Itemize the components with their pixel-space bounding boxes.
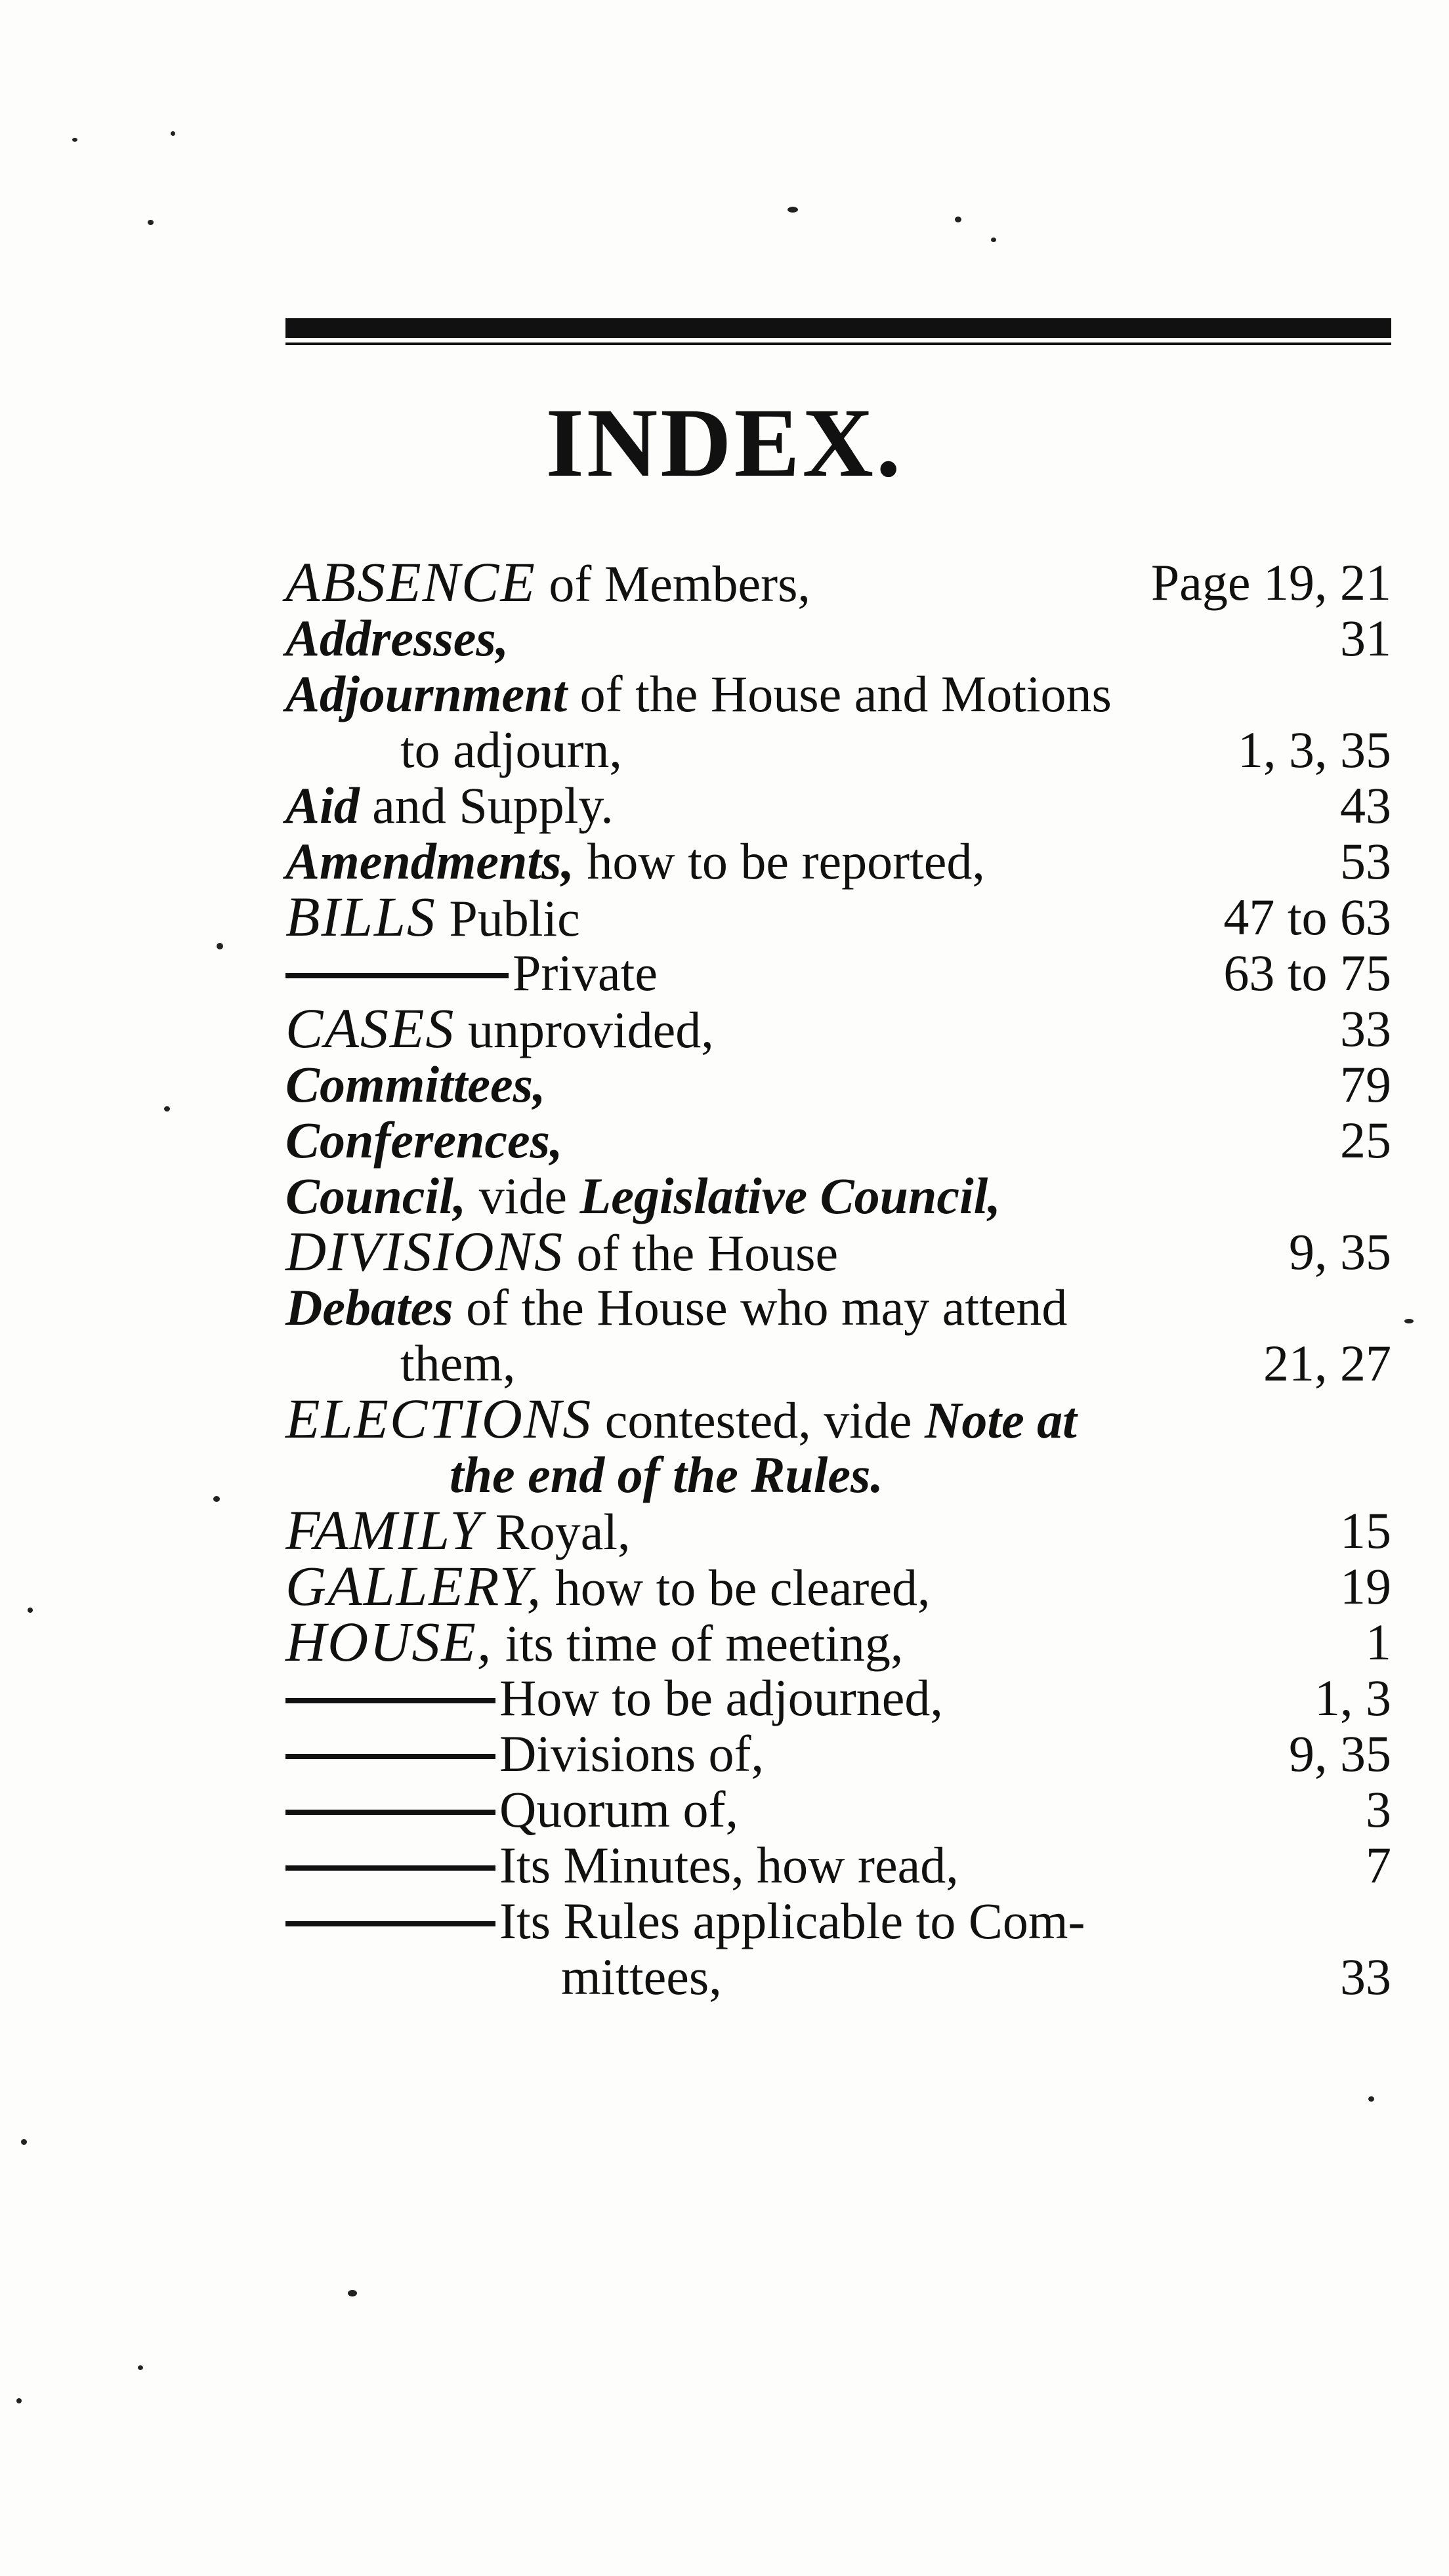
entry-term: HOUSE,	[285, 1610, 493, 1673]
entry-text: Royal,	[482, 1503, 631, 1560]
entry-page: 1, 3, 35	[1238, 721, 1391, 778]
index-entry	[285, 1056, 1391, 1112]
entry-page: 63 to 75	[1223, 944, 1391, 1001]
entry-page: 53	[1340, 833, 1391, 890]
entry-page: 31	[1340, 610, 1391, 667]
top-rule-thick	[285, 318, 1391, 338]
entry-text: mittees,	[561, 1948, 722, 2005]
entry-cross-reference: Legislative Council,	[579, 1167, 1001, 1224]
entry-page: 19	[1340, 1558, 1391, 1615]
index-entry-continuation	[285, 722, 1391, 778]
index-subentry	[285, 1670, 1391, 1726]
entry-page: 7	[1366, 1837, 1391, 1894]
ink-speck	[788, 207, 798, 213]
entry-page: 1	[1366, 1613, 1391, 1671]
entry-page: Page 19, 21	[1150, 554, 1391, 611]
entry-text: them,	[400, 1335, 516, 1392]
ditto-dash	[285, 1921, 495, 1926]
ditto-dash	[285, 1865, 495, 1871]
index-entry	[285, 1610, 1391, 1673]
entry-text: Its Rules applicable to Com-	[499, 1892, 1085, 1949]
entry-term: Conferences,	[285, 1111, 563, 1169]
entry-text: how to be cleared,	[542, 1559, 931, 1616]
index-subentry	[285, 945, 1391, 1001]
entry-text: Its Minutes, how read,	[499, 1837, 959, 1894]
ink-speck	[348, 2290, 357, 2296]
entry-page: 3	[1366, 1781, 1391, 1838]
index-entry-continuation	[285, 1335, 1391, 1391]
entry-page: 25	[1340, 1111, 1391, 1169]
ditto-dash	[285, 973, 509, 978]
ink-speck	[16, 2398, 22, 2403]
index-entry-continuation	[285, 1447, 1391, 1503]
entry-text: Quorum of,	[499, 1781, 738, 1838]
page-title: INDEX.	[545, 388, 904, 497]
entry-text: vide	[466, 1167, 580, 1224]
entry-term: Council,	[285, 1167, 467, 1224]
index-entry	[285, 997, 1391, 1060]
entry-term: Aid	[285, 777, 360, 834]
entry-text: of the House who may attend	[453, 1279, 1068, 1336]
index-entry	[285, 610, 1391, 666]
ink-speck	[217, 943, 223, 949]
ink-speck	[148, 220, 154, 225]
entry-page: 9, 35	[1289, 1725, 1391, 1782]
index-entry	[285, 1279, 1391, 1335]
entry-page: 1, 3	[1314, 1669, 1391, 1726]
entry-text: of the House and Motions	[567, 665, 1112, 722]
entry-page: 33	[1340, 1000, 1391, 1057]
index-subentry	[285, 1837, 1391, 1893]
entry-term: Adjournment	[285, 665, 568, 722]
index-entry	[285, 885, 1391, 948]
ditto-dash	[285, 1698, 495, 1703]
entry-text: of Members,	[536, 555, 810, 612]
entry-page: 33	[1340, 1948, 1391, 2005]
entry-term: ELECTIONS	[285, 1387, 593, 1450]
entry-term: CASES	[285, 997, 455, 1060]
top-rule-thin	[285, 343, 1391, 345]
entry-cross-reference: Note at	[925, 1392, 1077, 1449]
index-subentry-continuation	[285, 1949, 1391, 2005]
entry-term: BILLS	[285, 885, 436, 948]
index-entries	[285, 551, 1391, 2005]
ink-speck	[1404, 1319, 1414, 1323]
entry-term: Debates	[285, 1279, 453, 1336]
entry-page: 21, 27	[1263, 1335, 1391, 1392]
entry-text: Divisions of,	[499, 1725, 765, 1782]
ink-speck	[171, 131, 175, 136]
index-subentry	[285, 1893, 1391, 1949]
entry-text: Public	[436, 890, 580, 947]
index-entry	[285, 1112, 1391, 1168]
entry-text: contested, vide	[592, 1392, 925, 1449]
entry-page: 9, 35	[1289, 1223, 1391, 1280]
ink-speck	[138, 2365, 143, 2370]
ink-speck	[21, 2139, 27, 2145]
entry-text: to adjourn,	[400, 721, 622, 778]
entry-term: ABSENCE	[285, 551, 536, 613]
entry-term: GALLERY,	[285, 1554, 543, 1617]
ink-speck	[955, 217, 961, 222]
entry-text: and Supply.	[359, 777, 614, 834]
entry-text: its time of meeting,	[492, 1615, 904, 1672]
entry-page: 79	[1340, 1056, 1391, 1113]
entry-term: Committees,	[285, 1056, 546, 1113]
entry-page: 43	[1340, 777, 1391, 834]
entry-page: 15	[1340, 1502, 1391, 1559]
entry-text: how to be reported,	[574, 833, 985, 890]
ink-speck	[991, 238, 996, 242]
index-entry	[285, 1499, 1391, 1562]
ink-speck	[213, 1496, 220, 1502]
index-entry	[285, 666, 1391, 722]
index-entry	[285, 1220, 1391, 1283]
ditto-dash	[285, 1810, 495, 1815]
entry-text: How to be adjourned,	[499, 1669, 943, 1726]
ditto-dash	[285, 1754, 495, 1759]
entry-term: DIVISIONS	[285, 1220, 564, 1283]
ink-speck	[164, 1106, 170, 1111]
index-entry	[285, 833, 1391, 889]
ink-speck	[1368, 2096, 1374, 2102]
index-subentry	[285, 1726, 1391, 1781]
ink-speck	[72, 138, 77, 142]
entry-text: unprovided,	[455, 1001, 714, 1058]
entry-text: of the House	[564, 1224, 839, 1281]
ink-speck	[28, 1608, 33, 1613]
entry-term: FAMILY	[285, 1499, 483, 1562]
entry-text: Private	[513, 944, 658, 1001]
index-entry	[285, 1168, 1391, 1224]
index-entry	[285, 1554, 1391, 1617]
index-entry	[285, 551, 1391, 613]
index-entry	[285, 778, 1391, 833]
index-subentry	[285, 1781, 1391, 1837]
entry-page: 47 to 63	[1223, 888, 1391, 945]
entry-term: Amendments,	[285, 833, 574, 890]
entry-cross-reference: the end of the Rules.	[450, 1446, 883, 1503]
entry-term: Addresses,	[285, 610, 509, 667]
index-entry	[285, 1387, 1391, 1450]
